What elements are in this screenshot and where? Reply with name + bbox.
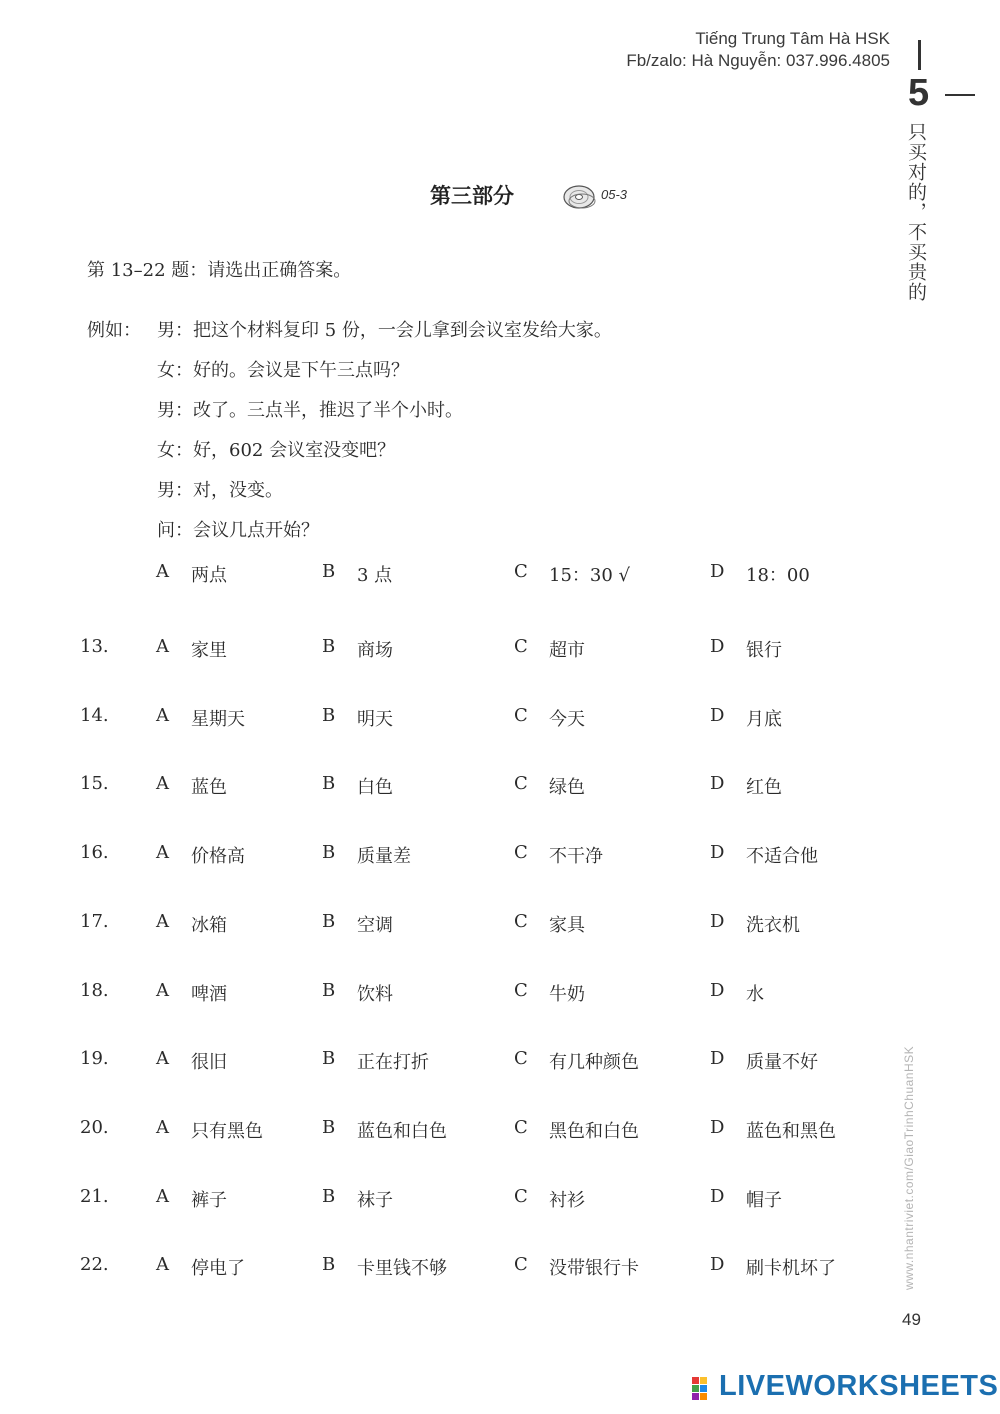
example-option-letter: B [322, 561, 336, 582]
example-line: 女：好，602 会议室没变吧？ [157, 440, 396, 461]
option-answer[interactable]: 绿色 [549, 777, 585, 798]
option-answer[interactable]: 卡里钱不够 [357, 1258, 447, 1279]
lesson-title: 只买对的，不买贵的 [905, 122, 927, 302]
option-answer[interactable]: 牛奶 [549, 984, 585, 1005]
option-answer[interactable]: 质量不好 [746, 1052, 818, 1073]
option-letter: D [710, 1186, 725, 1207]
option-answer[interactable]: 正在打折 [357, 1052, 429, 1073]
option-answer[interactable]: 蓝色和白色 [357, 1121, 447, 1142]
option-answer[interactable]: 有几种颜色 [549, 1052, 639, 1073]
option-letter: B [322, 980, 336, 1001]
example-line: 女：好的。会议是下午三点吗？ [157, 360, 409, 381]
option-letter: B [322, 911, 336, 932]
option-answer[interactable]: 不适合他 [746, 846, 818, 867]
option-letter: A [156, 636, 169, 657]
option-answer[interactable]: 没带银行卡 [549, 1258, 639, 1279]
option-answer[interactable]: 衬衫 [549, 1190, 585, 1211]
option-answer[interactable]: 只有黑色 [191, 1121, 263, 1142]
option-answer[interactable]: 帽子 [746, 1190, 782, 1211]
example-option-text: 15：30 √ [549, 565, 630, 586]
header-line2: Fb/zalo: Hà Nguyễn: 037.996.4805 [626, 51, 890, 70]
watermark: www.nhantriviet.com/GiaoTrinhChuanHSK [902, 1045, 916, 1290]
example-option-letter: A [156, 561, 169, 582]
option-letter: C [514, 911, 528, 932]
option-letter: A [156, 1048, 169, 1069]
example-option-text: 两点 [191, 565, 227, 586]
option-letter: C [514, 980, 528, 1001]
option-answer[interactable]: 蓝色和黑色 [746, 1121, 836, 1142]
option-letter: D [710, 636, 725, 657]
option-answer[interactable]: 袜子 [357, 1190, 393, 1211]
option-letter: D [710, 1048, 725, 1069]
liveworksheets-logo-text[interactable]: LIVEWORKSHEETS [719, 1370, 999, 1402]
side-dash [945, 94, 975, 96]
option-answer[interactable]: 很旧 [191, 1052, 227, 1073]
question-number: 13. [80, 636, 109, 657]
option-letter: C [514, 842, 528, 863]
option-letter: A [156, 1254, 169, 1275]
option-answer[interactable]: 裤子 [191, 1190, 227, 1211]
option-letter: D [710, 1117, 725, 1138]
option-answer[interactable]: 水 [746, 984, 764, 1005]
option-letter: A [156, 842, 169, 863]
question-number: 21. [80, 1186, 109, 1207]
option-answer[interactable]: 超市 [549, 640, 585, 661]
example-question: 问：会议几点开始？ [157, 520, 319, 541]
option-answer[interactable]: 价格高 [191, 846, 245, 867]
question-number: 17. [80, 911, 109, 932]
option-letter: B [322, 636, 336, 657]
option-answer[interactable]: 停电了 [191, 1258, 245, 1279]
option-letter: C [514, 636, 528, 657]
option-letter: D [710, 980, 725, 1001]
option-letter: C [514, 1186, 528, 1207]
option-answer[interactable]: 家具 [549, 915, 585, 936]
question-number: 18. [80, 980, 109, 1001]
example-line: 男：把这个材料复印 5 份，一会儿拿到会议室发给大家。 [157, 320, 612, 341]
option-letter: A [156, 705, 169, 726]
header-line1: Tiếng Trung Tâm Hà HSK [695, 29, 890, 48]
option-letter: B [322, 705, 336, 726]
lesson-number: 5 [908, 72, 930, 114]
option-letter: A [156, 773, 169, 794]
option-letter: B [322, 1048, 336, 1069]
question-number: 16. [80, 842, 109, 863]
option-answer[interactable]: 银行 [746, 640, 782, 661]
section-title: 第三部分 [430, 183, 514, 208]
option-answer[interactable]: 质量差 [357, 846, 411, 867]
example-line: 男：对，没变。 [157, 480, 283, 501]
option-letter: D [710, 773, 725, 794]
option-letter: B [322, 1186, 336, 1207]
question-number: 14. [80, 705, 109, 726]
cd-audio-icon[interactable] [562, 181, 596, 211]
option-answer[interactable]: 空调 [357, 915, 393, 936]
option-letter: D [710, 1254, 725, 1275]
question-number: 19. [80, 1048, 109, 1069]
option-letter: A [156, 911, 169, 932]
option-answer[interactable]: 月底 [746, 709, 782, 730]
side-divider [918, 40, 921, 70]
option-answer[interactable]: 明天 [357, 709, 393, 730]
option-letter: A [156, 1117, 169, 1138]
option-answer[interactable]: 洗衣机 [746, 915, 800, 936]
option-letter: B [322, 1254, 336, 1275]
option-answer[interactable]: 商场 [357, 640, 393, 661]
option-letter: D [710, 842, 725, 863]
option-letter: C [514, 1117, 528, 1138]
option-answer[interactable]: 蓝色 [191, 777, 227, 798]
example-option-letter: C [514, 561, 528, 582]
option-answer[interactable]: 星期天 [191, 709, 245, 730]
question-number: 22. [80, 1254, 109, 1275]
option-answer[interactable]: 啤酒 [191, 984, 227, 1005]
option-letter: B [322, 1117, 336, 1138]
example-option-text: 18：00 [746, 565, 810, 586]
option-answer[interactable]: 今天 [549, 709, 585, 730]
option-letter: C [514, 1048, 528, 1069]
option-answer[interactable]: 白色 [357, 777, 393, 798]
question-number: 15. [80, 773, 109, 794]
example-option-letter: D [710, 561, 725, 582]
option-answer[interactable]: 刷卡机坏了 [746, 1258, 836, 1279]
example-option-text: 3 点 [357, 565, 393, 586]
option-letter: D [710, 705, 725, 726]
example-line: 男：改了。三点半，推迟了半个小时。 [157, 400, 463, 421]
option-letter: D [710, 911, 725, 932]
liveworksheets-icon [692, 1377, 716, 1401]
option-answer[interactable]: 不干净 [549, 846, 603, 867]
option-letter: C [514, 773, 528, 794]
option-answer[interactable]: 饮料 [357, 984, 393, 1005]
audio-code: 05-3 [601, 187, 628, 202]
option-answer[interactable]: 红色 [746, 777, 782, 798]
option-answer[interactable]: 冰箱 [191, 915, 227, 936]
page-number: 49 [902, 1310, 921, 1329]
option-answer[interactable]: 黑色和白色 [549, 1121, 639, 1142]
option-letter: B [322, 773, 336, 794]
example-label: 例如： [87, 320, 141, 341]
option-answer[interactable]: 家里 [191, 640, 227, 661]
option-letter: B [322, 842, 336, 863]
instruction: 第 13–22 题：请选出正确答案。 [87, 260, 352, 281]
option-letter: C [514, 705, 528, 726]
option-letter: A [156, 980, 169, 1001]
question-number: 20. [80, 1117, 109, 1138]
option-letter: A [156, 1186, 169, 1207]
header-brand [626, 28, 890, 72]
option-letter: C [514, 1254, 528, 1275]
